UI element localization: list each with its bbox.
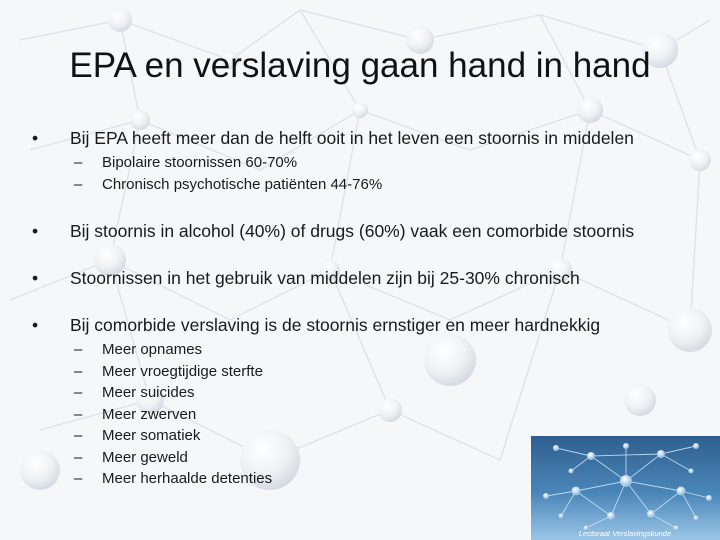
bullet-marker: • bbox=[32, 268, 39, 288]
sub-text: Bipolaire stoornissen 60-70% bbox=[102, 154, 298, 171]
sub-marker: – bbox=[74, 405, 83, 423]
sub-marker: – bbox=[74, 470, 83, 487]
list-item bbox=[30, 152, 710, 174]
sub-marker: – bbox=[74, 154, 83, 171]
bullet-comorbid bbox=[30, 313, 710, 337]
bullet-marker: • bbox=[32, 128, 39, 148]
sub-text: Meer opnames bbox=[102, 341, 203, 358]
sub-marker: – bbox=[74, 384, 83, 401]
sub-marker: – bbox=[74, 362, 83, 380]
sub-marker: – bbox=[74, 341, 83, 358]
sub-marker: – bbox=[74, 448, 83, 466]
bullet-text: Bij comorbide verslaving is de stoornis ernstiger en meer hardnekkig bbox=[70, 315, 601, 335]
list-item bbox=[30, 404, 710, 426]
sub-list-epa bbox=[30, 152, 710, 195]
bullet-text: Stoornissen in het gebruik van middelen zijn bij 25-30% chronisch bbox=[70, 268, 580, 288]
list-item bbox=[30, 339, 710, 361]
logo-caption: Lectoraat Verslavingskunde bbox=[578, 529, 672, 538]
list-item bbox=[30, 361, 710, 383]
sub-text: Meer somatiek bbox=[102, 427, 201, 444]
list-item bbox=[30, 174, 710, 196]
bullet-marker: • bbox=[32, 315, 39, 335]
lectoraat-logo bbox=[531, 436, 720, 540]
sub-text: Meer zwerven bbox=[102, 405, 197, 423]
bullet-chronic bbox=[30, 266, 710, 290]
sub-text: Meer suicides bbox=[102, 384, 195, 401]
bullet-text: Bij stoornis in alcohol (40%) of drugs (60%) vaak een comorbide stoornis bbox=[70, 221, 635, 241]
sub-text: Meer vroegtijdige sterfte bbox=[102, 362, 263, 380]
sub-marker: – bbox=[74, 427, 83, 444]
slide-title: EPA en verslaving gaan hand in hand bbox=[69, 46, 651, 85]
sub-text: Meer geweld bbox=[102, 448, 188, 466]
bullet-marker: • bbox=[32, 221, 39, 241]
bullet-text: Bij EPA heeft meer dan de helft ooit in het leven een stoornis in middelen bbox=[70, 128, 634, 148]
sub-marker: – bbox=[74, 175, 83, 193]
slide-content bbox=[30, 126, 710, 490]
sub-text: Chronisch psychotische patiënten 44-76% bbox=[102, 175, 383, 193]
list-item bbox=[30, 382, 710, 404]
bullet-epa bbox=[30, 126, 710, 150]
bullet-alcohol-drugs bbox=[30, 219, 710, 243]
sub-text: Meer herhaalde detenties bbox=[102, 470, 273, 487]
